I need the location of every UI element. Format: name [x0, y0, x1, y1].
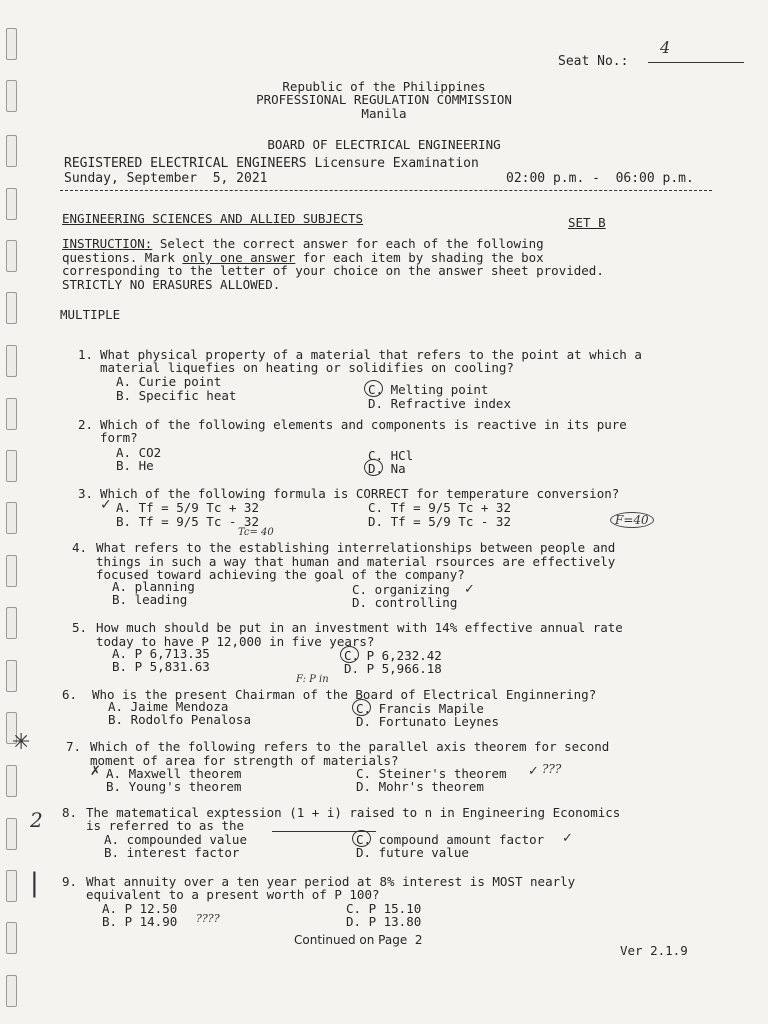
question-2-text-2: form? [100, 430, 138, 445]
question-9-text-1: What annuity over a ten year period at 8% interest is MOST nearly [86, 874, 576, 889]
question-4-text-2: things in such a way that human and material rsources are effectively [96, 554, 616, 569]
version-label: Ver 2.1.9 [620, 943, 688, 958]
q5-choice-c: C. P 6,232.42 [344, 648, 442, 663]
handwritten-note-q5: F: P in [296, 674, 329, 685]
check-mark-icon: ✓ [100, 497, 112, 513]
question-8-text-2: is referred to as the [86, 818, 245, 833]
q4-choice-c: C. organizing [352, 582, 450, 597]
header-divider [60, 190, 712, 191]
q6-choice-d: D. Fortunato Leynes [356, 714, 499, 729]
instruction-line-4: STRICTLY NO ERASURES ALLOWED. [62, 277, 281, 292]
question-3-number: 3. [78, 486, 94, 501]
q9-choice-b: B. P 14.90 [102, 914, 178, 929]
seat-label: Seat No.: [558, 54, 629, 69]
q6-choice-b: B. Rodolfo Penalosa [108, 712, 251, 727]
q1-choice-a: A. Curie point [116, 374, 222, 389]
question-7-number: 7. [66, 739, 82, 754]
question-type-label: MULTIPLE [60, 307, 121, 322]
q8-choice-d: D. future value [356, 845, 469, 860]
q7-choice-b: B. Young's theorem [106, 779, 242, 794]
question-5-number: 5. [72, 620, 88, 635]
handwritten-question-marks-q7: ??? [542, 762, 562, 776]
margin-note-q8: 2 [30, 808, 43, 832]
q2-choice-d: D. Na [368, 461, 406, 476]
q2-choice-c: C. HCl [368, 448, 414, 463]
question-1-number: 1. [78, 347, 94, 362]
q3-choice-b: B. Tf = 9/5 Tc - 32 [116, 514, 259, 529]
country-name: Republic of the Philippines [282, 79, 486, 94]
question-4-number: 4. [72, 540, 88, 555]
q5-choice-b: B. P 5,831.63 [112, 659, 210, 674]
instruction-line-2: questions. Mark only one answer for each item by shading the box [62, 250, 544, 265]
q8-choice-c: C. compound amount factor [356, 832, 545, 847]
answer-circle [352, 830, 371, 847]
q1-choice-b: B. Specific heat [116, 388, 237, 403]
question-2-text-1: Which of the following elements and components is reactive in its pure [100, 417, 627, 432]
set-label: SET B [568, 215, 606, 230]
q9-choice-a: A. P 12.50 [102, 901, 178, 916]
question-1-text-2: material liquefies on heating or solidifies on cooling? [100, 360, 514, 375]
check-mark-icon: ✓ [528, 764, 539, 779]
answer-circle [364, 459, 383, 476]
q4-choice-a: A. planning [112, 579, 195, 594]
asterisk-mark-icon: ✳ [12, 730, 31, 755]
question-6-number: 6. [62, 687, 78, 702]
q7-choice-c: C. Steiner's theorem [356, 766, 507, 781]
check-mark-icon: ✓ [464, 582, 475, 597]
binder-holes [4, 0, 18, 1024]
q3-choice-d: D. Tf = 5/9 Tc - 32 [368, 514, 511, 529]
answer-circle [340, 646, 359, 663]
q9-choice-d: D. P 13.80 [346, 914, 422, 929]
question-4-text-3: focused toward achieving the goal of the company? [96, 567, 465, 582]
question-2-number: 2. [78, 417, 94, 432]
answer-circle [352, 699, 371, 716]
question-6-text-1: Who is the present Chairman of the Board of Electrical Enginnering? [92, 687, 597, 702]
question-4-text-1: What refers to the establishing interrelationships between people and [96, 540, 616, 555]
question-3-text-1: Which of the following formula is CORRECT for temperature conversion? [100, 486, 620, 501]
question-7-text-1: Which of the following refers to the parallel axis theorem for second [90, 739, 610, 754]
check-mark-icon: ✓ [562, 831, 573, 846]
seat-blank [648, 62, 744, 63]
question-1-text-1: What physical property of a material that refers to the point at which a [100, 347, 642, 362]
question-8-number: 8. [62, 805, 78, 820]
question-9-text-2: equivalent to a present worth of P 100? [86, 887, 380, 902]
q4-choice-b: B. leading [112, 592, 188, 607]
q1-choice-d: D. Refractive index [368, 396, 511, 411]
q5-choice-a: A. P 6,713.35 [112, 646, 210, 661]
q2-choice-a: A. CO2 [116, 445, 162, 460]
section-title: ENGINEERING SCIENCES AND ALLIED SUBJECTS [62, 211, 364, 226]
city-name: Manila [361, 106, 407, 121]
handwritten-side-note-q3: F=40 [610, 512, 654, 528]
exam-time: 02:00 p.m. - 06:00 p.m. [506, 171, 694, 186]
question-9-number: 9. [62, 874, 78, 889]
margin-line-mark: | [30, 868, 39, 898]
answer-circle [364, 380, 383, 397]
q9-choice-c: C. P 15.10 [346, 901, 422, 916]
board-name: BOARD OF ELECTRICAL ENGINEERING [267, 137, 501, 152]
q6-choice-c: C. Francis Mapile [356, 701, 484, 716]
question-5-text-1: How much should be put in an investment with 14% effective annual rate [96, 620, 623, 635]
handwritten-question-marks-q9: ???? [196, 912, 220, 925]
cross-mark-icon: ✗ [90, 764, 101, 779]
instruction-line-3: corresponding to the letter of your choice on the answer sheet provided. [62, 263, 604, 278]
continued-on-page: Continued on Page 2 [294, 933, 423, 947]
q7-choice-d: D. Mohr's theorem [356, 779, 484, 794]
q8-choice-b: B. interest factor [104, 845, 240, 860]
commission-name: PROFESSIONAL REGULATION COMMISSION [256, 92, 512, 107]
question-5-text-2: today to have P 12,000 in five years? [96, 634, 375, 649]
q1-choice-c: C. Melting point [368, 382, 489, 397]
question-8-text-1: The matematical exptession (1 + i) raised to n in Engineering Economics [86, 805, 621, 820]
question-7-text-2: moment of area for strength of materials? [90, 753, 399, 768]
q7-choice-a: A. Maxwell theorem [106, 766, 242, 781]
q5-choice-d: D. P 5,966.18 [344, 661, 442, 676]
seat-number: 4 [660, 38, 671, 57]
exam-name: REGISTERED ELECTRICAL ENGINEERS Licensure Examination [64, 156, 479, 171]
exam-date: Sunday, September 5, 2021 [64, 171, 268, 186]
instruction-line-1: INSTRUCTION: Select the correct answer for each of the following [62, 236, 544, 251]
q2-choice-b: B. He [116, 458, 154, 473]
q8-choice-a: A. compounded value [104, 832, 247, 847]
handwritten-note-q3: Tc= 40 [238, 527, 274, 538]
q6-choice-a: A. Jaime Mendoza [108, 699, 229, 714]
q3-choice-c: C. Tf = 9/5 Tc + 32 [368, 500, 511, 515]
q3-choice-a: A. Tf = 5/9 Tc + 32 [116, 500, 259, 515]
q4-choice-d: D. controlling [352, 595, 458, 610]
